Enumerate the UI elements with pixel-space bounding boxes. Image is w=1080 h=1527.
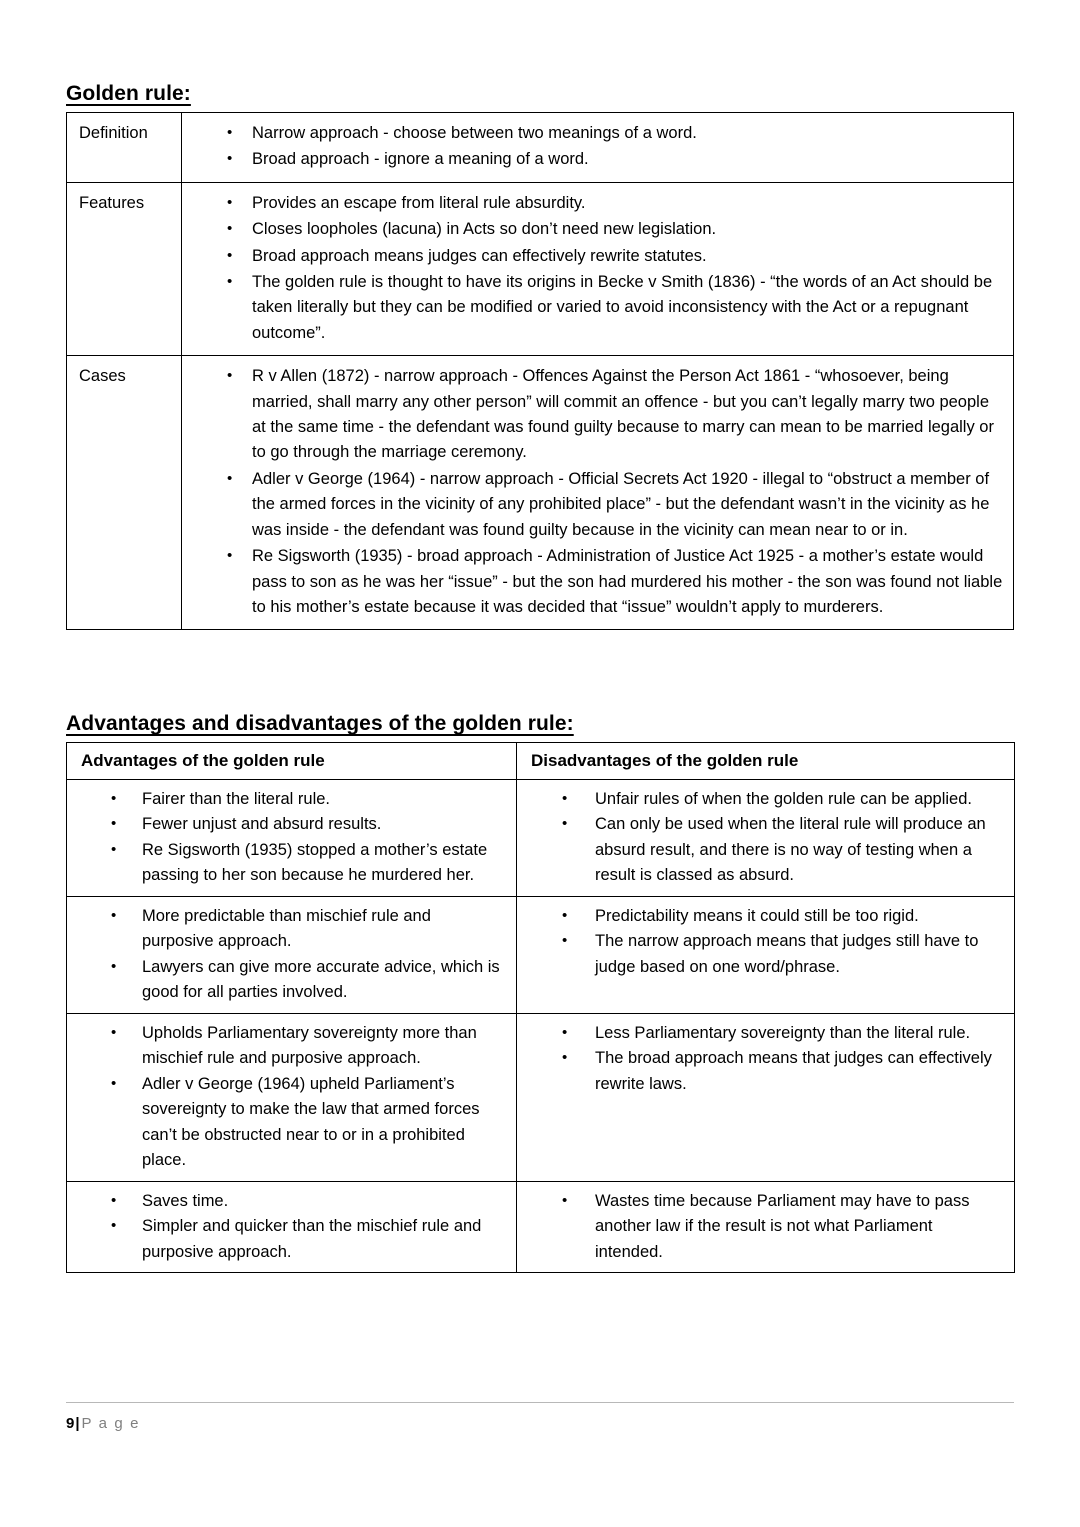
column-header-disadvantages: Disadvantages of the golden rule [517, 743, 1015, 780]
row-label-cases: Cases [67, 356, 182, 630]
disadvantages-cell [517, 1181, 1015, 1272]
list-item: • Narrow approach - choose between two meanings of a word. [182, 121, 1003, 146]
list-item: • Broad approach means judges can effectively rewrite statutes. [182, 244, 1003, 269]
table-row [67, 356, 1014, 630]
list-item: • The narrow approach means that judges still have to judge based on one word/phrase. [517, 929, 1004, 980]
footer-page-label: P a g e [81, 1415, 141, 1432]
list-item: • Re Sigsworth (1935) - broad approach - Administration of Justice Act 1925 - a mother’s estate would pass to son as he was her “issue” - but the son had murdered his mother - the son was found not liable to his mother’s estate because it was decided that “issue” wouldn’t apply to murderers. [182, 544, 1003, 620]
advantages-cell [67, 779, 517, 896]
footer-separator: | [75, 1415, 80, 1432]
list-item: • Adler v George (1964) - narrow approach - Official Secrets Act 1920 - illegal to “obstruct a member of the armed forces in the vicinity of any prohibited place” - but the defendant wasn’t in the vicinity as he was inside - the defendant was found guilty because in the vicinity can mean near to or in. [182, 467, 1003, 543]
row-content-features [182, 182, 1014, 355]
golden-rule-table [66, 112, 1014, 630]
list-item: • Fairer than the literal rule. [67, 787, 506, 812]
list-item: • Less Parliamentary sovereignty than the literal rule. [517, 1021, 1004, 1046]
row-label-definition: Definition [67, 113, 182, 183]
table-row [67, 1013, 1015, 1181]
disadvantages-cell [517, 896, 1015, 1013]
list-item: • Saves time. [67, 1189, 506, 1214]
bullet-list [182, 364, 1003, 620]
advantages-disadvantages-table [66, 742, 1015, 1273]
list-item: • Predictability means it could still be too rigid. [517, 904, 1004, 929]
bullet-list [67, 1189, 506, 1265]
bullet-list [67, 787, 506, 889]
list-item: • Simpler and quicker than the mischief rule and purposive approach. [67, 1214, 506, 1265]
table-row [67, 1181, 1015, 1272]
list-item: • Can only be used when the literal rule will produce an absurd result, and there is no way of testing when a result is classed as absurd. [517, 812, 1004, 888]
table-row [67, 896, 1015, 1013]
bullet-list [182, 191, 1003, 346]
disadvantages-cell [517, 779, 1015, 896]
bullet-list [517, 1021, 1004, 1097]
advantages-cell [67, 896, 517, 1013]
list-item: • Adler v George (1964) upheld Parliament’s sovereignty to make the law that armed forces can’t be obstructed near to or in a prohibited place. [67, 1072, 506, 1174]
list-item: • The broad approach means that judges can effectively rewrite laws. [517, 1046, 1004, 1097]
list-item: • Re Sigsworth (1935) stopped a mother’s estate passing to her son because he murdered her. [67, 838, 506, 889]
column-header-advantages: Advantages of the golden rule [67, 743, 517, 780]
footer-page-number: 9 [66, 1415, 75, 1432]
row-label-features: Features [67, 182, 182, 355]
bullet-list [67, 1021, 506, 1174]
table-header-row [67, 743, 1015, 780]
disadvantages-cell [517, 1013, 1015, 1181]
list-item: • More predictable than mischief rule and purposive approach. [67, 904, 506, 955]
list-item: • Closes loopholes (lacuna) in Acts so don’t need new legislation. [182, 217, 1003, 242]
bullet-list [517, 1189, 1004, 1265]
table-row [67, 182, 1014, 355]
list-item: • Upholds Parliamentary sovereignty more than mischief rule and purposive approach. [67, 1021, 506, 1072]
advantages-cell [67, 1181, 517, 1272]
list-item: • The golden rule is thought to have its origins in Becke v Smith (1836) - “the words of an Act should be taken literally but they can be modified or varied to avoid inconsistency with the Act or a repugnant outcome”. [182, 270, 1003, 346]
list-item: • Unfair rules of when the golden rule can be applied. [517, 787, 1004, 812]
bullet-list [517, 904, 1004, 980]
table-row [67, 113, 1014, 183]
heading-golden-rule: Golden rule: [66, 82, 191, 106]
footer-content [66, 1415, 140, 1432]
advantages-cell [67, 1013, 517, 1181]
heading-advantages-disadvantages: Advantages and disadvantages of the golden rule: [66, 712, 574, 736]
list-item: • R v Allen (1872) - narrow approach - Offences Against the Person Act 1861 - “whosoever, being married, shall marry any other person” will commit an offence - but you can’t legally marry two people at the same time - the defendant was found guilty because to marry can mean to be married legally or to go through the marriage ceremony. [182, 364, 1003, 466]
page-footer [66, 1402, 1014, 1433]
list-item: • Fewer unjust and absurd results. [67, 812, 506, 837]
list-item: • Provides an escape from literal rule absurdity. [182, 191, 1003, 216]
list-item: • Lawyers can give more accurate advice, which is good for all parties involved. [67, 955, 506, 1006]
bullet-list [517, 787, 1004, 889]
row-content-definition [182, 113, 1014, 183]
list-item: • Broad approach - ignore a meaning of a word. [182, 147, 1003, 172]
bullet-list [67, 904, 506, 1006]
table-row [67, 779, 1015, 896]
row-content-cases [182, 356, 1014, 630]
bullet-list [182, 121, 1003, 173]
list-item: • Wastes time because Parliament may have to pass another law if the result is not what Parliament intended. [517, 1189, 1004, 1265]
